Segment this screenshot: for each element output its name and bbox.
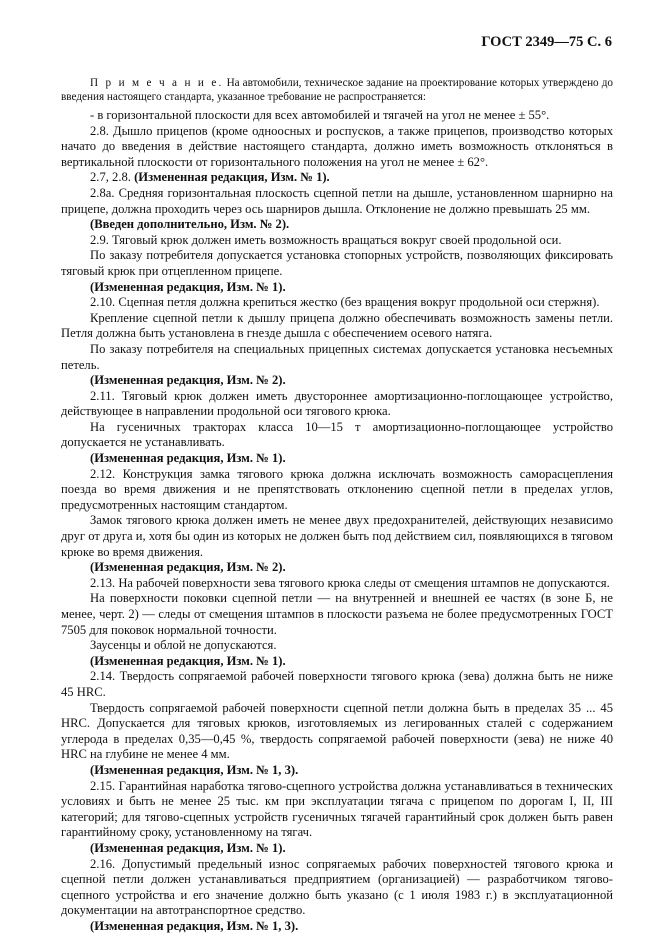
amendment-note: (Измененная редакция, Изм. № 2). (90, 560, 286, 575)
paragraph-2-9-stopper: По заказу потребителя допускается установка стопорных устройств, позволяющих фиксировать тяговый крюк при отцепленном прицепе. (61, 248, 613, 278)
amendment-note: (Измененная редакция, Изм. № 1). (90, 653, 286, 668)
amendment-note: (Измененная редакция, Изм. № 1). (90, 840, 286, 855)
clause-2-13: 2.13. На рабочей поверхности зева тягового крюка следы от смещения штампов не допускаются. (90, 575, 610, 590)
page-header-standard-number: ГОСТ 2349—75 С. 6 (481, 34, 612, 50)
clause-2-11: 2.11. Тяговый крюк должен иметь двустороннее амортизационно-поглощающее устройство, действующее в направлении продольной оси тягового крюка. (61, 388, 613, 419)
document-body (61, 76, 613, 934)
clause-2-12: 2.12. Конструкция замка тягового крюка должна исключать возможность саморасцепления поезда во время движения и не препятствовать отклонению сцепной петли в пределах углов, предусмотренных настоящим стандартом. (61, 466, 613, 512)
clause-2-14: 2.14. Твердость сопрягаемой рабочей поверхности тягового крюка (зева) должна быть не ниже 45 HRC. (61, 669, 613, 699)
paragraph-2-10-fixed-loops: По заказу потребителя на специальных прицепных системах допускается установка несъемных петель. (61, 341, 613, 372)
paragraph-horizontal-angle: - в горизонтальной плоскости для всех автомобилей и тягачей на угол не менее ± 55°. (90, 108, 550, 122)
paragraph-2-13-burrs: Заусенцы и облой не допускаются. (90, 638, 277, 653)
amendment-note: (Измененная редакция, Изм. № 1). (90, 279, 286, 294)
amendment-note: (Измененная редакция, Изм. № 1). (134, 170, 330, 185)
clause-2-8a: 2.8а. Средняя горизонтальная плоскость сцепной петли на дышле, установленном шарнирно на прицепе, должна проходить через ось шарниров дышла. Отклонение не должно превышать 25 мм. (61, 185, 613, 216)
note-paragraph (61, 76, 613, 104)
clause-2-16: 2.16. Допустимый предельный износ сопрягаемых рабочих поверхностей тягового крюка и сцепной петли должен устанавливаться предприятием (организацией) — разработчиком тягово-сцепного устройства и его значение должно быть указано (с 1 июля 1983 г.) в эксплуатационной документации на автотранспортное средство. (61, 856, 613, 918)
clause-2-10: 2.10. Сцепная петля должна крепиться жестко (без вращения вокруг продольной оси стержня). (90, 295, 600, 310)
paragraph-2-10-mounting: Крепление сцепной петли к дышлу прицепа должно обеспечивать возможность замены петли. Петля должна быть установлена в гнезде дышла с обеспечением осевого натяга. (61, 310, 613, 341)
paragraph-2-14-hardness: Твердость сопрягаемой рабочей поверхности сцепной петли должна быть в пределах 35 ... 45 HRC. Допускается для тяговых крюков, изготовляемых из легированных сталей с содержанием углерода в пределах 0,35—0,45 %, твердость сопрягаемой рабочей поверхности (зева) не ниже 40 HRC на глубине не менее 4 мм. (61, 700, 613, 762)
clause-2-8: 2.8. Дышло прицепов (кроме одноосных и роспусков, а также прицепов, производство которых начато до введения в действие настоящего стандарта, должно иметь возможность отклоняться в вертикальной плоскости от горизонтального положения на угол не менее ± 62°. (61, 123, 613, 169)
clause-2-15: 2.15. Гарантийная наработка тягово-сцепного устройства должна устанавливаться в технических условиях и быть не менее 25 тыс. км при эксплуатации тягача с прицепом по дорогам I, II, III категорий; для тягово-сцепных устройств гусеничных тягачей гарантийный срок должен быть равен гарантийному сроку, установленному на тягач. (61, 778, 613, 840)
paragraph-2-13-forging: На поверхности поковки сцепной петли — на внутренней и внешней ее частях (в зоне Б, не менее, черт. 2) — следы от смещения штампов в плоскости разъема не более предусмотренных ГОСТ 7505 для поковок нормальной точности. (61, 591, 613, 637)
amendment-note: (Измененная редакция, Изм. № 1, 3). (90, 762, 299, 777)
amendment-note: (Измененная редакция, Изм. № 1). (90, 451, 286, 466)
paragraph-2-11-tractors: На гусеничных тракторах класса 10—15 т амортизационно-поглощающее устройство допускается не устанавливать. (61, 419, 613, 450)
amendment-2-7-2-8 (61, 170, 613, 186)
clause-2-9: 2.9. Тяговый крюк должен иметь возможность вращаться вокруг своей продольной оси. (90, 232, 562, 247)
amendment-note: (Измененная редакция, Изм. № 1, 3). (90, 918, 299, 933)
amendment-prefix: 2.7, 2.8. (90, 170, 135, 185)
amendment-note: (Введен дополнительно, Изм. № 2). (90, 217, 290, 232)
paragraph-2-12-lock: Замок тягового крюка должен иметь не менее двух предохранителей, действующих независимо друг от друга и, хотя бы один из которых не должен быть под действием сил, появляющихся в тяговом крюке во время движения. (61, 513, 613, 559)
note-text: На автомобили, техническое задание на проектирование которых утверждено до введения настоящего стандарта, указанное требование не распространяется: (61, 77, 613, 103)
amendment-note: (Измененная редакция, Изм. № 2). (90, 373, 286, 388)
note-label: П р и м е ч а н и е. (90, 77, 224, 89)
